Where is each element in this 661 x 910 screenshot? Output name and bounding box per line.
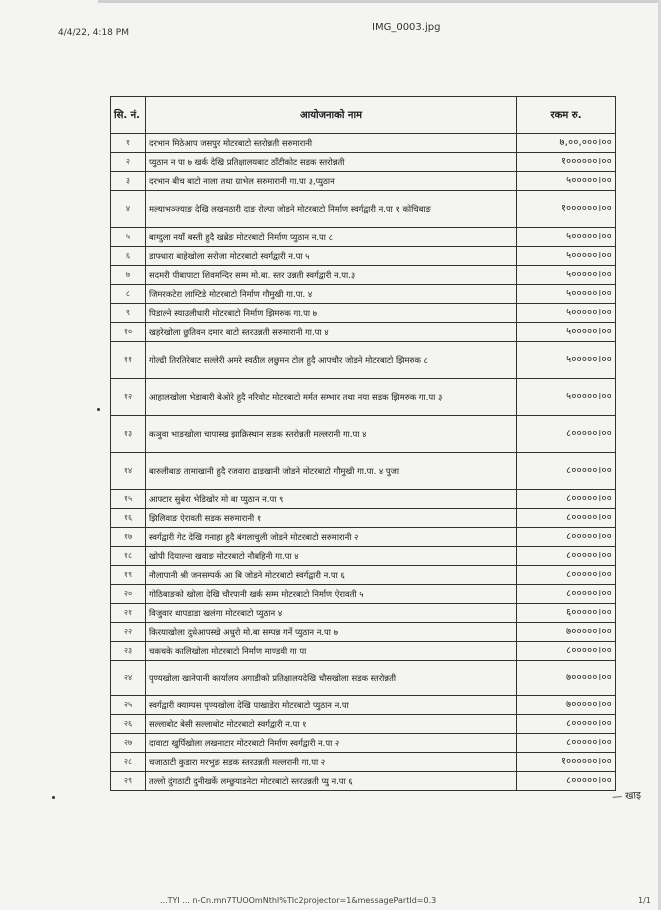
row-project-name: आहालखोला भेडाबारी बेओरे हुदै नरिवोट मोटरबाटो मर्मत सम्भार तथा नया सडक झिमरुक गा.पा ३ bbox=[146, 379, 517, 416]
table-row bbox=[111, 342, 616, 379]
table-body bbox=[111, 134, 616, 791]
page-count: 1/1 bbox=[638, 896, 651, 905]
row-project-name: स्वर्गद्वारी क्याम्पस पृण्यखोला देखि पाखाडेरा मोटरबाटो प्युठान न.पा bbox=[146, 696, 517, 715]
row-serial: ४ bbox=[111, 191, 146, 228]
table-row bbox=[111, 247, 616, 266]
row-amount: ५०००००।०० bbox=[517, 285, 616, 304]
table-row bbox=[111, 753, 616, 772]
row-serial: १६ bbox=[111, 509, 146, 528]
table-header-row bbox=[111, 97, 616, 134]
row-project-name: जिमरकटेरा लाम्टिडे मोटरबाटो निर्माण गौमुखी गा.पा. ४ bbox=[146, 285, 517, 304]
row-serial: १९ bbox=[111, 566, 146, 585]
table-row bbox=[111, 228, 616, 247]
row-amount: ८०००००।०० bbox=[517, 416, 616, 453]
row-serial: २३ bbox=[111, 642, 146, 661]
row-amount: ८०००००।०० bbox=[517, 642, 616, 661]
row-serial: १ bbox=[111, 134, 146, 153]
table-row bbox=[111, 734, 616, 753]
table-row bbox=[111, 266, 616, 285]
row-serial: २२ bbox=[111, 623, 146, 642]
row-serial: १७ bbox=[111, 528, 146, 547]
row-serial: ३ bbox=[111, 172, 146, 191]
row-amount: ५०००००।०० bbox=[517, 379, 616, 416]
table-row bbox=[111, 323, 616, 342]
row-amount: ५०००००।०० bbox=[517, 228, 616, 247]
row-project-name: गोल्ढी तिरतिरेबाट सल्लेरी अमरे स्वठील लछुमन टोल हुदै आपचौर जोडने मोटरबाटो झिमरुक ८ bbox=[146, 342, 517, 379]
row-amount: ८०००००।०० bbox=[517, 734, 616, 753]
row-amount: ८०००००।०० bbox=[517, 453, 616, 490]
row-project-name: आफ्टार सुबेरा भेडिखोर मो बा प्युठान न.पा ९ bbox=[146, 490, 517, 509]
row-serial: ५ bbox=[111, 228, 146, 247]
row-serial: २९ bbox=[111, 772, 146, 791]
table-row bbox=[111, 772, 616, 791]
row-project-name: मल्याभञ्ज्याङ देखि लखनठारी दाङ रोल्पा जोडने मोटरबाटो निर्माण स्वर्गद्वारी न.पा १ कोचिबाङ bbox=[146, 191, 517, 228]
row-amount: ७,००,०००।०० bbox=[517, 134, 616, 153]
row-serial: ७ bbox=[111, 266, 146, 285]
table-row bbox=[111, 566, 616, 585]
table-row bbox=[111, 604, 616, 623]
row-project-name: कञुवा भाङखोला चापास्ख झाक्रिस्थान सडक स्तरोन्नती मल्लरानी गा.पा ४ bbox=[146, 416, 517, 453]
row-project-name: सल्लाबोट बेसी सल्लाबोट मोटरबाटो स्वर्गद्वारी न.पा १ bbox=[146, 715, 517, 734]
scan-speck bbox=[97, 408, 100, 411]
row-project-name: किरयाखोला दुधेआपस्खे अधुरो मो.बा सम्पन्न गर्ने प्युठान न.पा ७ bbox=[146, 623, 517, 642]
table-row bbox=[111, 715, 616, 734]
table-row bbox=[111, 490, 616, 509]
row-project-name: सदमरी पीबापाटा शिवमन्दिर सम्म मो.बा. स्तर उन्नती स्वर्गद्वारी न.पा.३ bbox=[146, 266, 517, 285]
row-project-name: चजाठाटी कुडारा मरभुङ सडक स्तरउन्नती मल्लरानी गा.पा २ bbox=[146, 753, 517, 772]
row-amount: ५०००००।०० bbox=[517, 342, 616, 379]
table-row bbox=[111, 153, 616, 172]
row-project-name: विजुवार थापडाडा खलंगा मोटरबाटो प्युठान ४ bbox=[146, 604, 517, 623]
row-serial: ११ bbox=[111, 342, 146, 379]
file-name: IMG_0003.jpg bbox=[372, 22, 441, 33]
row-project-name: दावाटा खुर्पिखोला लखनाटार मोटरबाटो निर्माण स्वर्गद्वारी न.पा २ bbox=[146, 734, 517, 753]
table-row bbox=[111, 453, 616, 490]
row-project-name: गोठिबाङको खोला देखि चौरपानी खर्क सम्म मोटरबाटो निर्माण ऐरावती ५ bbox=[146, 585, 517, 604]
table-row bbox=[111, 416, 616, 453]
row-amount: ८०००००।०० bbox=[517, 585, 616, 604]
row-amount: ८०००००।०० bbox=[517, 772, 616, 791]
table-row bbox=[111, 696, 616, 715]
row-project-name: बाग्दुला नयाँ बस्ती हुदै खब्रेङ मोटरबाटो निर्माण प्युठान न.पा ८ bbox=[146, 228, 517, 247]
row-serial: २५ bbox=[111, 696, 146, 715]
row-amount: ८०००००।०० bbox=[517, 509, 616, 528]
row-amount: १००००००।०० bbox=[517, 753, 616, 772]
row-amount: ७०००००।०० bbox=[517, 696, 616, 715]
row-serial: २१ bbox=[111, 604, 146, 623]
row-amount: ८०००००।०० bbox=[517, 715, 616, 734]
footer-url: ...TYI ... n-Cn.mn7TUOOmNthI%TIc2projector=1&messagePartId=0.3 bbox=[160, 896, 437, 905]
row-amount: ६०००००।०० bbox=[517, 604, 616, 623]
row-amount: ५०००००।०० bbox=[517, 247, 616, 266]
row-project-name: डाफ्धारा बाहेखोला सरोजा मोटरबाटो स्वर्गद्वारी न.पा ५ bbox=[146, 247, 517, 266]
row-serial: २६ bbox=[111, 715, 146, 734]
row-project-name: तल्लो दुंगठाटी दुनीखर्के लम्छुयाडनेटा मोटरबाटो स्तरउन्नती प्यु न.पा ६ bbox=[146, 772, 517, 791]
row-project-name: दरभान मिठेआप जसपुर मोटरबाटो स्तरोन्नती सरुमारानी bbox=[146, 134, 517, 153]
table-row bbox=[111, 585, 616, 604]
row-serial: ९ bbox=[111, 304, 146, 323]
table-row bbox=[111, 379, 616, 416]
col-header-amount: रकम रु. bbox=[517, 97, 616, 134]
row-project-name: खोपी दियाल्ना खवाङ मोटरबाटो नौबहिनी गा.पा ४ bbox=[146, 547, 517, 566]
row-project-name: पिडाल्ने स्याउलीधारी मोटरबाटो निर्माण झिमरुक गा.पा ७ bbox=[146, 304, 517, 323]
table-row bbox=[111, 661, 616, 696]
scan-speck bbox=[52, 796, 55, 799]
row-project-name: बारुलीबाङ तामाखानी हुदै रजवारा ढाडखानी जोडने मोटरबाटो गौमुखी गा.पा. ४ पुजा bbox=[146, 453, 517, 490]
row-amount: ८०००००।०० bbox=[517, 547, 616, 566]
row-serial: १५ bbox=[111, 490, 146, 509]
row-amount: ८०००००।०० bbox=[517, 566, 616, 585]
row-serial: १२ bbox=[111, 379, 146, 416]
table-row bbox=[111, 528, 616, 547]
table-row bbox=[111, 191, 616, 228]
table-row bbox=[111, 509, 616, 528]
row-amount: ५०००००।०० bbox=[517, 323, 616, 342]
row-serial: १८ bbox=[111, 547, 146, 566]
row-project-name: झिलिवाङ ऐरावती सडक सरुमारानी १ bbox=[146, 509, 517, 528]
row-project-name: प्युठान न पा ७ खर्क देखि प्रतिक्षालयबाट ठाँटीकोट सडक स्तरोन्नती bbox=[146, 153, 517, 172]
page-edge bbox=[98, 0, 658, 3]
row-amount: ५०००००।०० bbox=[517, 266, 616, 285]
print-timestamp: 4/4/22, 4:18 PM bbox=[58, 28, 129, 38]
table-row bbox=[111, 547, 616, 566]
row-amount: ७०००००।०० bbox=[517, 623, 616, 642]
table-row bbox=[111, 304, 616, 323]
row-amount: ८०००००।०० bbox=[517, 490, 616, 509]
row-serial: ८ bbox=[111, 285, 146, 304]
project-table bbox=[110, 96, 616, 791]
row-amount: ८०००००।०० bbox=[517, 528, 616, 547]
table-row bbox=[111, 285, 616, 304]
row-serial: १० bbox=[111, 323, 146, 342]
row-project-name: खहरेखोला छुतिवन दमार बाटो स्तरउन्नती सरुमारानी गा.पा ४ bbox=[146, 323, 517, 342]
row-serial: २० bbox=[111, 585, 146, 604]
row-amount: ७०००००।०० bbox=[517, 661, 616, 696]
row-serial: ६ bbox=[111, 247, 146, 266]
row-project-name: पृण्यखोला खानेपानी कार्यालय अगाडीको प्रतिक्षालयदेखि चौसखोला सडक स्तरोन्नती bbox=[146, 661, 517, 696]
row-serial: २४ bbox=[111, 661, 146, 696]
handwritten-note: — खाइ bbox=[611, 790, 642, 803]
row-serial: २७ bbox=[111, 734, 146, 753]
row-serial: २ bbox=[111, 153, 146, 172]
row-amount: ५०००००।०० bbox=[517, 304, 616, 323]
table-row bbox=[111, 172, 616, 191]
row-project-name: चकचके कालिखोला मोटरबाटो निर्माण माण्डवी गा पा bbox=[146, 642, 517, 661]
row-serial: १३ bbox=[111, 416, 146, 453]
table-row bbox=[111, 642, 616, 661]
col-header-sn: सि. नं. bbox=[111, 97, 146, 134]
col-header-name: आयोजनाको नाम bbox=[146, 97, 517, 134]
row-serial: १४ bbox=[111, 453, 146, 490]
row-serial: २८ bbox=[111, 753, 146, 772]
row-amount: १००००००।०० bbox=[517, 153, 616, 172]
row-project-name: स्वर्गद्वारी गेट देखि गनाहा हुदै बंगलाचुली जोडने मोटरबाटो सरुमारानी २ bbox=[146, 528, 517, 547]
table-row bbox=[111, 623, 616, 642]
row-project-name: दरभान बीच बाटो नाला तथा ग्राभेल सरुमारानी गा.पा ३,प्युठान bbox=[146, 172, 517, 191]
table-row bbox=[111, 134, 616, 153]
row-amount: १००००००।०० bbox=[517, 191, 616, 228]
row-amount: ५०००००।०० bbox=[517, 172, 616, 191]
row-project-name: नौलापानी श्री जनसम्पर्क आ बि जोडने मोटरबाटो स्वर्गद्वारी न.पा ६ bbox=[146, 566, 517, 585]
